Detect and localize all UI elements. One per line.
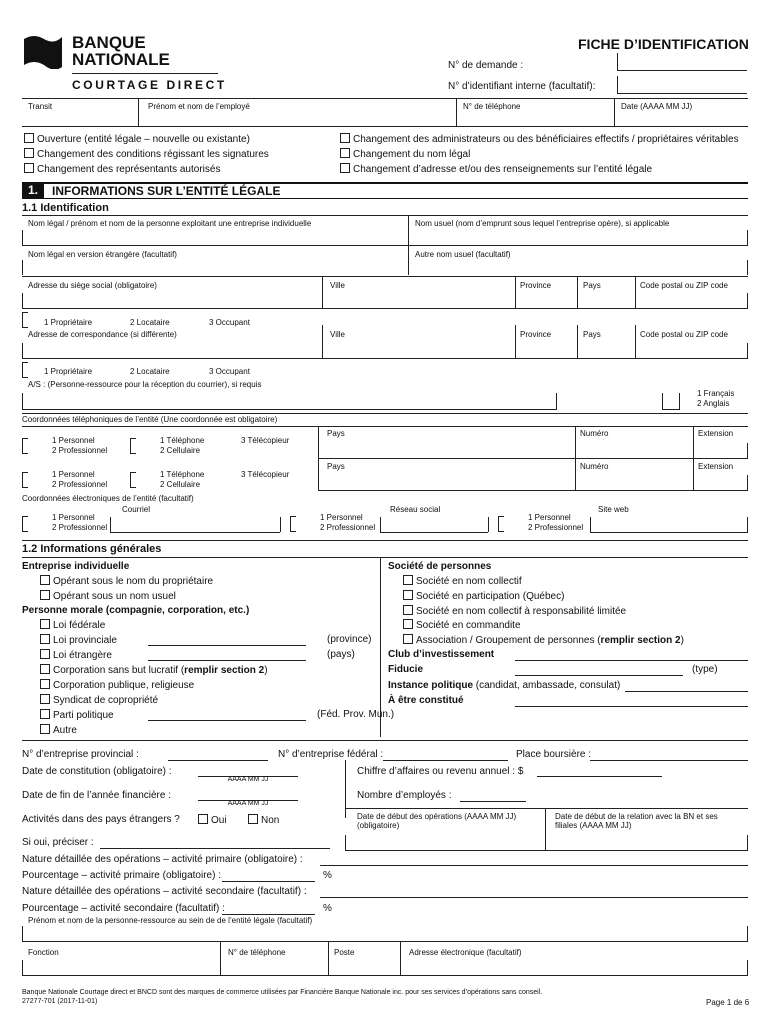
const-date-format: AAAA MM JJ xyxy=(227,776,269,783)
mail-postal-label: Code postal ou ZIP code xyxy=(640,330,728,339)
courriel-label: Courriel xyxy=(122,505,151,514)
checkbox[interactable] xyxy=(340,148,350,158)
pm-foreign[interactable]: Loi étrangère xyxy=(40,649,112,661)
sp-association[interactable]: Association / Groupement de personnes (remplir section 2) xyxy=(403,634,684,646)
internal-id-field[interactable] xyxy=(617,76,747,94)
web-label: Site web xyxy=(598,505,629,514)
change-administrators[interactable]: Changement des administrateurs ou des bénéficiaires effectifs / propriétaires véritables xyxy=(340,133,739,145)
mail-address-label: Adresse de correspondance (si différente) xyxy=(28,330,177,339)
other-usual-label: Autre nom usuel (facultatif) xyxy=(415,250,511,259)
mail-occupant-option: 3 Occupant xyxy=(209,367,250,376)
fin-date-label: Date de fin de l’année financière : xyxy=(22,790,171,801)
pm-heading: Personne morale (compagnie, corporation, etc.) xyxy=(22,605,250,616)
fed-number-label: N° d’entreprise fédéral : xyxy=(278,749,384,760)
personal-2: 1 Personnel xyxy=(52,470,95,479)
employees-label: Nombre d’employés : xyxy=(357,790,452,801)
professional-1: 2 Professionnel xyxy=(52,446,108,455)
foreign-yes[interactable]: Oui xyxy=(198,814,227,826)
mail-city-label: Ville xyxy=(330,330,345,339)
ei-heading: Entreprise individuelle xyxy=(22,561,130,572)
employee-label: Prénom et nom de l’employé xyxy=(148,102,250,111)
pays-1: Pays xyxy=(327,429,345,438)
web-professional: 2 Professionnel xyxy=(528,523,584,532)
fax-2: 3 Télécopieur xyxy=(241,470,290,479)
pct1-sign: % xyxy=(323,870,332,881)
pct2-sign: % xyxy=(323,903,332,914)
section-1-1-title: 1.1 Identification xyxy=(22,202,109,214)
request-number-field[interactable] xyxy=(617,53,747,71)
ownership-box[interactable] xyxy=(22,312,28,328)
revenue-label: Chiffre d’affaires ou revenu annuel : $ xyxy=(357,766,524,777)
change-representatives[interactable]: Changement des représentants autorisés xyxy=(24,163,220,175)
pm-condo[interactable]: Syndicat de copropriété xyxy=(40,694,158,706)
lang-french: 1 Français xyxy=(697,389,735,398)
sp-commandite[interactable]: Société en commandite xyxy=(403,619,521,631)
extension-2: Extension xyxy=(698,462,734,471)
pays-tag: (pays) xyxy=(327,649,355,660)
foreign-label: Activités dans des pays étrangers ? xyxy=(22,814,180,825)
pm-public[interactable]: Corporation publique, religieuse xyxy=(40,679,194,691)
personal-1: 1 Personnel xyxy=(52,436,95,445)
change-opening[interactable]: Ouverture (entité légale – nouvelle ou existante) xyxy=(24,133,250,145)
sp-participation[interactable]: Société en participation (Québec) xyxy=(403,590,564,602)
change-legal-name[interactable]: Changement du nom légal xyxy=(340,148,470,160)
section-1-title: INFORMATIONS SUR L’ENTITÉ LÉGALE xyxy=(52,184,281,198)
sp-heading: Société de personnes xyxy=(388,561,492,572)
fax-1: 3 Télécopieur xyxy=(241,436,290,445)
pct1-label: Pourcentage – activité primaire (obligatoire) : xyxy=(22,870,221,881)
tenant-option: 2 Locataire xyxy=(130,318,170,327)
telephone-1: 1 Téléphone xyxy=(160,436,205,445)
as-field[interactable] xyxy=(22,393,557,410)
const-date-label: Date de constitution (obligatoire) : xyxy=(22,766,172,777)
province-label: Province xyxy=(520,281,552,290)
ext-label: Poste xyxy=(334,948,355,957)
cell-1: 2 Cellulaire xyxy=(160,446,201,455)
province-tag: (province) xyxy=(327,634,372,645)
elec-coord-label: Coordonnées électroniques de l’entité (facultatif) xyxy=(22,494,194,503)
bank-name-line2: NATIONALE xyxy=(72,50,170,69)
specify-label: Si oui, préciser : xyxy=(22,837,94,848)
as-label: A/S : (Personne-ressource pour la réception du courrier), si requis xyxy=(28,380,262,389)
ops-date-label: Date de début des opérations (AAAA MM JJ) (obligatoire) xyxy=(357,812,517,830)
footer-legal: Banque Nationale Courtage direct et BNCD sont des marques de commerce utilisées par Financière Banque Nationale inc. pour ses services d’opérations sans conseil. xyxy=(22,989,543,996)
checkbox[interactable] xyxy=(24,163,34,173)
mail-tenant-option: 2 Locataire xyxy=(130,367,170,376)
etre-label: À être constitué xyxy=(388,695,464,706)
prov-number-label: N° d’entreprise provincial : xyxy=(22,749,139,760)
mail-province-label: Province xyxy=(520,330,552,339)
mail-ownership-box[interactable] xyxy=(22,362,28,378)
telephone-2: 1 Téléphone xyxy=(160,470,205,479)
occupant-option: 3 Occupant xyxy=(209,318,250,327)
request-number-label: N° de demande : xyxy=(448,60,524,71)
contact-label: Prénom et nom de la personne-ressource au sein de de l’entité légale (facultatif) xyxy=(28,916,313,925)
pays-2: Pays xyxy=(327,462,345,471)
pm-other[interactable]: Autre xyxy=(40,724,77,736)
transit-label: Transit xyxy=(28,102,53,111)
form-code: 27277-701 (2017-11-01) xyxy=(22,998,98,1005)
cell-2: 2 Cellulaire xyxy=(160,480,201,489)
change-address[interactable]: Changement d’adresse et/ou des renseignements sur l’entité légale xyxy=(340,163,652,175)
instance-label: Instance politique (candidat, ambassade, consulat) xyxy=(388,680,621,691)
fin-date-format: AAAA MM JJ xyxy=(227,800,269,807)
email-professional: 2 Professionnel xyxy=(52,523,108,532)
social-personal: 1 Personnel xyxy=(320,513,363,522)
bank-logo-flag-icon xyxy=(22,33,64,69)
lang-english: 2 Anglais xyxy=(697,399,730,408)
social-professional: 2 Professionnel xyxy=(320,523,376,532)
pm-provincial[interactable]: Loi provinciale xyxy=(40,634,117,646)
numero-1: Numéro xyxy=(580,429,609,438)
date-label: Date (AAAA MM JJ) xyxy=(621,102,693,111)
form-title: FICHE D’IDENTIFICATION xyxy=(578,36,749,52)
legal-name-label: Nom légal / prénom et nom de la personne exploitant une entreprise individuelle xyxy=(28,219,312,228)
postal-label: Code postal ou ZIP code xyxy=(640,281,728,290)
ei-owner-name[interactable]: Opérant sous le nom du propriétaire xyxy=(40,575,213,587)
foreign-no[interactable]: Non xyxy=(248,814,279,826)
sp-collective[interactable]: Société en nom collectif xyxy=(403,575,522,587)
club-label: Club d’investissement xyxy=(388,649,495,660)
professional-2: 2 Professionnel xyxy=(52,480,108,489)
nature1-label: Nature détaillée des opérations – activité primaire (obligatoire) : xyxy=(22,854,303,865)
type-tag: (type) xyxy=(692,664,718,675)
extension-1: Extension xyxy=(698,429,734,438)
email-personal: 1 Personnel xyxy=(52,513,95,522)
checkbox[interactable] xyxy=(24,148,34,158)
city-label: Ville xyxy=(330,281,345,290)
section-1-2-title: 1.2 Informations générales xyxy=(22,543,162,555)
contact-phone-label: N° de téléphone xyxy=(228,948,286,957)
function-label: Fonction xyxy=(28,948,59,957)
nature2-label: Nature détaillée des opérations – activité secondaire (facultatif) : xyxy=(22,886,307,897)
pm-political[interactable]: Parti politique xyxy=(40,709,114,721)
fiducie-label: Fiducie xyxy=(388,664,424,675)
bank-name-line1: BANQUE xyxy=(72,33,146,52)
checkbox[interactable] xyxy=(340,163,350,173)
sp-limited[interactable]: Société en nom collectif à responsabilité limitée xyxy=(403,605,626,617)
checkbox[interactable] xyxy=(340,133,350,143)
pm-nonprofit[interactable]: Corporation sans but lucratif (remplir section 2) xyxy=(40,664,268,676)
fed-tag: (Féd. Prov. Mun.) xyxy=(317,709,395,720)
phone-label: N° de téléphone xyxy=(463,102,521,111)
country-label: Pays xyxy=(583,281,601,290)
rel-date-label: Date de début de la relation avec la BN et ses filiales (AAAA MM JJ) xyxy=(555,812,718,830)
web-personal: 1 Personnel xyxy=(528,513,571,522)
social-label: Réseau social xyxy=(390,505,441,514)
pct2-label: Pourcentage – activité secondaire (facultatif) : xyxy=(22,903,225,914)
change-signature[interactable]: Changement des conditions régissant les signatures xyxy=(24,148,269,160)
section-1-number: 1. xyxy=(22,183,44,198)
legal-foreign-label: Nom légal en version étrangère (facultatif) xyxy=(28,250,177,259)
pm-federal[interactable]: Loi fédérale xyxy=(40,619,105,631)
internal-id-label: N° d’identifiant interne (facultatif): xyxy=(448,81,596,92)
checkbox[interactable] xyxy=(24,133,34,143)
mail-owner-option: 1 Propriétaire xyxy=(44,367,93,376)
language-box[interactable] xyxy=(662,393,680,410)
ei-usual-name[interactable]: Opérant sous un nom usuel xyxy=(40,590,176,602)
mail-country-label: Pays xyxy=(583,330,601,339)
contact-email-label: Adresse électronique (facultatif) xyxy=(409,948,522,957)
owner-option: 1 Propriétaire xyxy=(44,318,93,327)
page-number: Page 1 de 6 xyxy=(706,998,750,1007)
head-office-label: Adresse du siège social (obligatoire) xyxy=(28,281,157,290)
exchange-label: Place boursière : xyxy=(516,749,592,760)
numero-2: Numéro xyxy=(580,462,609,471)
phone-coord-label: Coordonnées téléphoniques de l’entité (Une coordonnée est obligatoire) xyxy=(22,415,278,424)
bank-subtitle: COURTAGE DIRECT xyxy=(72,78,227,92)
usual-name-label: Nom usuel (nom d’emprunt sous lequel l’entreprise opère), si applicable xyxy=(415,219,670,228)
